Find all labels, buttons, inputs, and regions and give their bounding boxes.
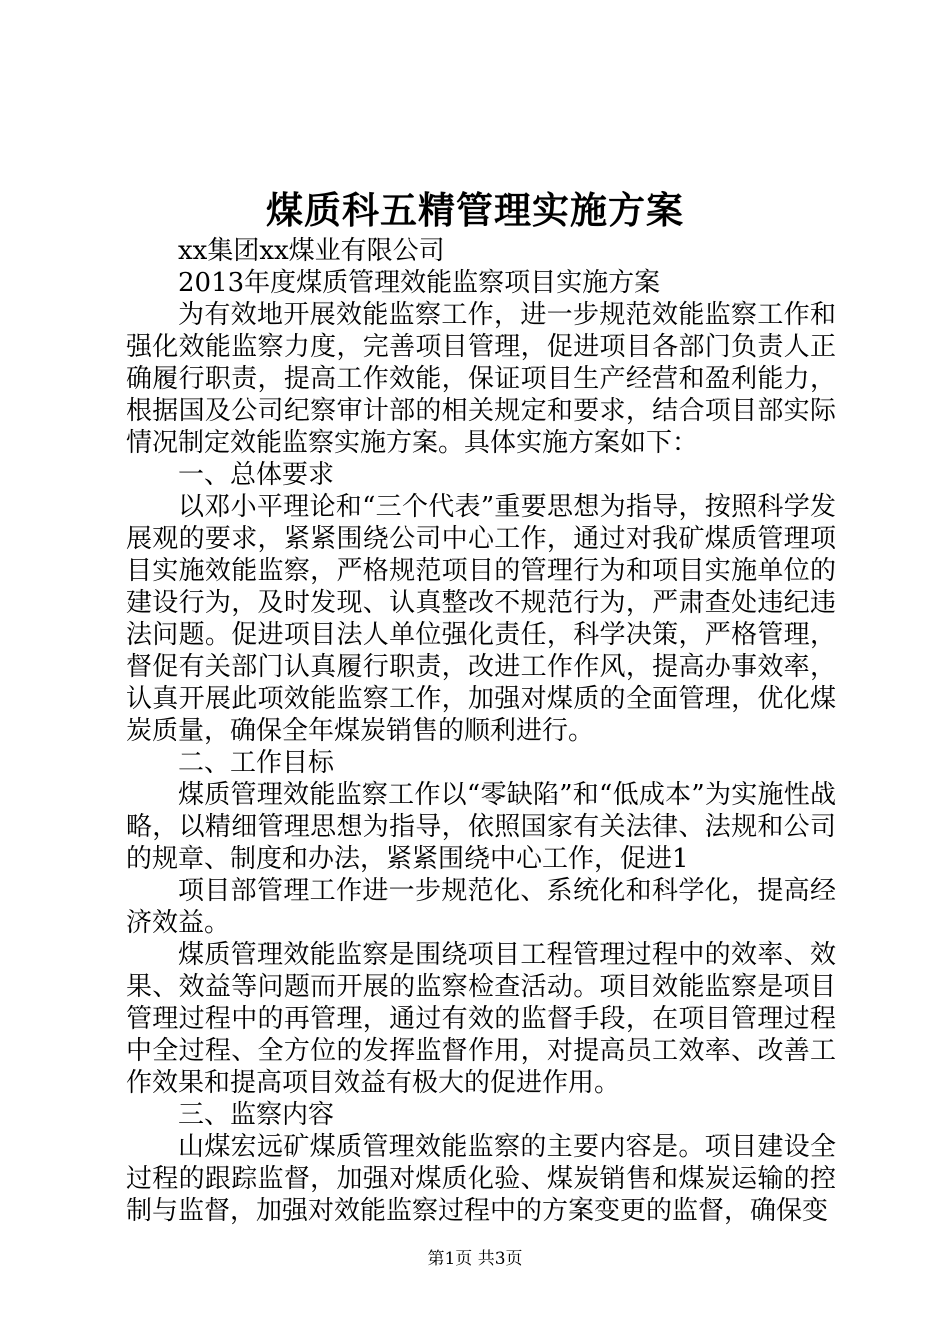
paragraph-content: 山煤宏远矿煤质管理效能监察的主要内容是。项目建设全过程的跟踪监督，加强对煤质化验、煤炭销售和煤炭运输的控制与监督，加强对效能监察过程中的方案变更的监督，确保变: [126, 1132, 836, 1226]
document-title: 煤质科五精管理实施方案: [266, 188, 684, 232]
paragraph-company: xx集团xx煤业有限公司: [178, 236, 445, 266]
section-heading-1: 一、总体要求: [178, 460, 335, 490]
paragraph-goals-continued: 项目部管理工作进一步规范化、系统化和科学化，提高经济效益。: [126, 876, 836, 938]
section-heading-2: 二、工作目标: [178, 748, 335, 778]
paragraph-intro: 为有效地开展效能监察工作，进一步规范效能监察工作和强化效能监察力度，完善项目管理，促进项目各部门负责人正确履行职责，提高工作效能，保证项目生产经营和盈利能力，根据国及公司纪察审计部的相关规定和要求，结合项目部实际情况制定效能监察实施方案。具体实施方案如下：: [126, 300, 836, 458]
paragraph-goals: 煤质管理效能监察工作以“零缺陷”和“低成本”为实施性战略，以精细管理思想为指导，依照国家有关法律、法规和公司的规章、制度和办法，紧紧围绕中心工作，促进1: [126, 780, 836, 874]
document-body: [126, 235, 836, 1227]
page-footer: 第1页 共3页: [427, 1249, 523, 1269]
paragraph-supervision-definition: 煤质管理效能监察是围绕项目工程管理过程中的效率、效果、效益等问题而开展的监察检查活动。项目效能监察是项目管理过程中的再管理，通过有效的监督手段，在项目管理过程中全过程、全方位的发挥监督作用，对提高员工效率、改善工作效果和提高项目效益有极大的促进作用。: [126, 940, 836, 1098]
paragraph-requirements: 以邓小平理论和“三个代表”重要思想为指导，按照科学发展观的要求，紧紧围绕公司中心工作，通过对我矿煤质管理项目实施效能监察，严格规范项目的管理行为和项目实施单位的建设行为，及时发现、认真整改不规范行为，严肃查处违纪违法问题。促进项目法人单位强化责任，科学决策，严格管理，督促有关部门认真履行职责，改进工作作风，提高办事效率，认真开展此项效能监察工作，加强对煤质的全面管理，优化煤炭质量，确保全年煤炭销售的顺利进行。: [126, 492, 836, 746]
paragraph-plan-title: 2013年度煤质管理效能监察项目实施方案: [178, 268, 661, 298]
section-heading-3: 三、监察内容: [178, 1100, 335, 1130]
